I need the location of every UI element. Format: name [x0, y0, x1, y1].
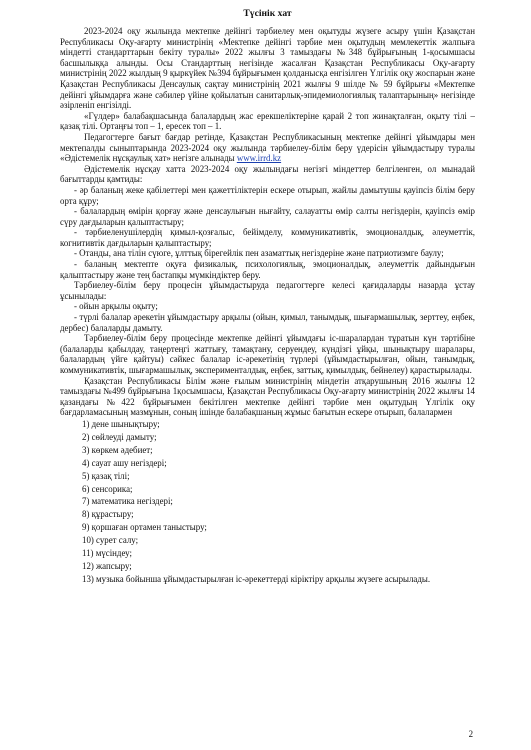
paragraph-guidance-text: Педагогтерге бағыт бағдар ретінде, Қазақстан Республикасының мектепке дейінгі ұйымдары мен мектепалды сыныптарында 2023-2024 оқу жылында тәрбиелеу-білім беру үдерісін ұйымдастыру туралы «Әдістемелік нұсқаулық хат» негізге алынады [60, 131, 475, 164]
list-item: 1) дене шынықтыру; [82, 418, 160, 429]
list-item: 13) музыка бойынша ұйымдастырылған іс-әрекеттерді кіріктіру арқылы жүзеге асырылады. [82, 573, 431, 584]
activity-list [60, 418, 475, 586]
task-item-2: - балалардың өмірін қорғау және денсаулығын нығайту, салауатты өмір салты негіздерін, қауіпсіз өмір сүру дағдыларын қалыптастыру; [60, 206, 475, 227]
list-item: 8) құрастыру; [82, 509, 134, 520]
page-number: 2 [468, 729, 473, 739]
list-item: 5) қазақ тілі; [82, 470, 130, 481]
irrd-link[interactable]: www.irrd.kz [236, 153, 282, 164]
paragraph-groups: «Гүлдер» балабақшасында балалардың жас ерекшеліктеріне қарай 2 топ жинақталған, оқыту тілі – қазақ тілі. Ортаңғы топ – 1, ересек топ – 1. [60, 110, 475, 132]
paragraph-daily-routine: Тәрбиелеу-білім беру процесінде мектепке дейінгі ұйымдағы іс-шаралардан тұратын күн тәртібіне (балаларды қабылдау, таңертеңгі жаттығу, тамақтану, серуендеу, күндізгі ұйқы, шынықтыру шаралары, балалардың үйге қайтуы) сәйкес балалар іс-әрекетінің түрлері (ұйымдастырылған, ойын, танымдық, коммуникативтік, шығармашылық, эксперименталдық, еңбек, заттық, қимылдық, бейнелеу) қарастырылады. [60, 333, 475, 375]
principle-item-2: - түрлі балалар әрекетін ұйымдастыру арқылы (ойын, қимыл, танымдық, шығармашылық, зерттеу, еңбек, дербес) балаларды дамыту. [60, 312, 475, 333]
list-item: 9) қоршаған ортамен таныстыру; [82, 522, 207, 533]
list-item: 2) сөйлеуді дамыту; [82, 431, 157, 442]
task-item-5: - баланың мектепте оқуға физикалық, психологиялық, эмоционалдық, әлеуметтік дайындығын қалыптастыру және тең бастапқы мүмкіндіктер беру. [60, 259, 475, 280]
list-item: 7) математика негіздері; [82, 496, 173, 507]
paragraph-guidance [60, 132, 475, 164]
list-item: 3) көркем әдебиет; [82, 444, 153, 455]
task-item-4: - Отанды, ана тілін сүюге, ұлттық бірегейлік пен азаматтық негіздеріне және патриотизмге баулу; [74, 248, 444, 259]
principle-item-1: - ойын арқылы оқыту; [74, 301, 158, 312]
list-item: 6) сенсорика; [82, 483, 133, 494]
task-item-1: - әр баланың жеке қабілеттері мен қажеттіліктерін ескере отырып, жайлы дамытушы қауіпсіз білім беру орта құру; [60, 184, 475, 206]
paragraph-standards: 2023-2024 оқу жылында мектепке дейінгі тәрбиелеу мен оқытуды жүзеге асыру үшін Қазақстан Республикасы Оқу-ағарту министрінің «Мектепке дейінгі тәрбие мен оқытудың мемлекеттік жалпыға міндетті стандарттарын бекіту туралы» 2022 жылғы 3 тамыздағы №348 бұйрығының 1-қосымшасы басшылыққа алынды. Осы Стандарттың негізінде жасалған Қазақстан Республикасы Оқу-ағарту министрінің 2022 жылдың 9 қыркүйек №394 бұйрығымен қолданысқа енгізілген Үлгілік оқу жоспарын және Қазақстан Республикасы Денсаулық сақтау министрінің 2021 жылғы 9 шілде № 59 бұйрығы «Мектепке дейінгі ұйымдарға және сәбилер үйіне қойылатын санитарлық-эпидемиологиялық талаптарының» негізінде әзірленіп енгізілді. [60, 26, 475, 111]
list-item: 11) мүсіндеу; [82, 548, 132, 559]
paragraph-curriculum: Қазақстан Республикасы Білім және ғылым министрінің міндетін атқарушының 2016 жылғы 12 тамыздағы №499 бұйрығына 1қосымшасы, Қазақстан Республикасы Оқу-ағарту министрінің 2022 жылғы 14 қазандағы №422 бұйрығымен бекітілген мектепке дейінгі тәрбие мен оқытудың Үлгілік оқу бағдарламасының мазмұнын, соның ішінде балабақшаның жұмыс бағытын ескере отырып, балалармен [60, 375, 475, 418]
list-item: 12) жапсыру; [82, 560, 132, 571]
paragraph-tasks: Әдістемелік нұсқау хатта 2023-2024 оқу жылындағы негізгі міндеттер белгіленген, ол мынадай бағыттарды қамтиды: [60, 163, 475, 185]
list-item: 10) сурет салу; [82, 535, 139, 546]
task-item-3: - тәрбиеленушілердің қимыл-қозғалыс, бейімделу, коммуникативтік, эмоционалдық, әлеуметтік, когнитивтік дағдыларын қалыптастыру; [60, 227, 475, 248]
document-title: Түсінік хат [243, 8, 292, 19]
list-item: 4) сауат ашу негіздері; [82, 457, 167, 468]
paragraph-principles: Тәрбиелеу-білім беру процесін ұйымдастыруда педагогтерге келесі қағидаларды назарда ұстау ұсынылады: [60, 280, 475, 301]
